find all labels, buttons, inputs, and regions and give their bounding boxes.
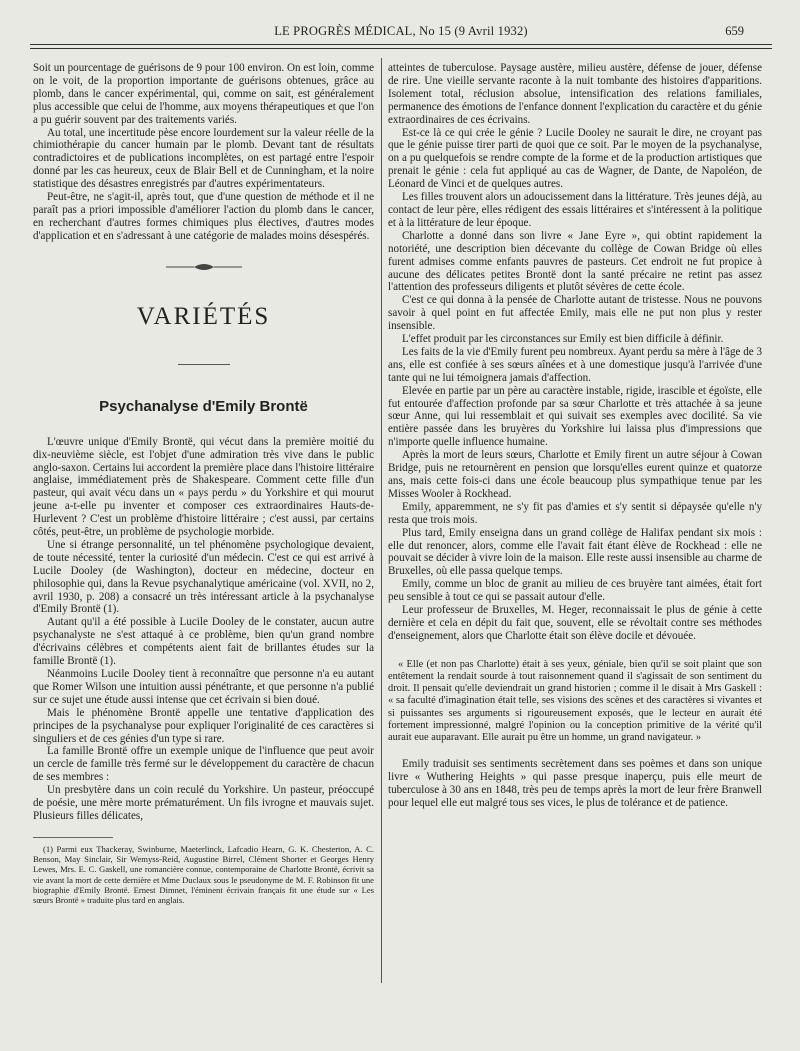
journal-title: LE PROGRÈS MÉDICAL, No 15 (9 Avril 1932) (274, 24, 528, 38)
header-rule-thin (30, 48, 772, 49)
section-title: VARIÉTÉS (136, 302, 271, 330)
right-paragraph-12: Emily, comme un bloc de granit au milieu de ces bruyère tant aimées, était fort peu sensible à tout ce qui se passait autour d'elle. (388, 578, 762, 604)
page-number: 659 (725, 24, 744, 38)
intro-paragraph-2: Au total, une incertitude pèse encore lourdement sur la valeur réelle de la chimiothérapie du cancer humain par le plomb. Devant tant de résultats contradictoires et de publications incomplètes, on est partagé entre l'espoir donné par les cas heureux, ceux de Blair Bell et de Cunningham, et la noire statistique des désastres enregistrés par d'autres expérimentateurs. (33, 126, 374, 191)
quote-text: « Elle (et non pas Charlotte) était à ses yeux, géniale, bien qu'il se soit plaint que son entêtement la rendait sourde à tout raisonnement quand il s'agissait de son sentiment du droit. Il pensait qu'elle deviendrait un grand historien ; comme il le disait à Mrs Gaskell : « sa faculté d'imagination était telle, ses visions des scènes et des caractères si vivantes et si puissantes ses arguments si rigoureusement exposés, que le lecteur en aurait été fortement impressionné, malgré l'opinion ou la conception primitive de la vérité qu'il aurait eue auparavant. Elle aurait pu être un homme, un grand navigateur. » (388, 658, 762, 743)
right-paragraph-3: Les filles trouvent alors un adoucissement dans la littérature. Très jeunes déjà, au contact de leur père, elles rédigent des essais littéraires et s'intéressent à la politique et à la littérature de leur époque. (388, 191, 762, 229)
right-paragraph-10: Emily, apparemment, ne s'y fit pas d'amies et s'y sentit si dépaysée qu'elle n'y resta que trois mois. (388, 500, 762, 526)
right-paragraph-13: Leur professeur de Bruxelles, M. Heger, reconnaissait le plus de génie à cette dernière et cela en dépit du fait que, souvent, elle se révoltait contre ses méthodes d'enseignement, alors que Charlotte était son élève docile et dévouée. (388, 604, 762, 642)
right-paragraph-2: Est-ce là ce qui crée le génie ? Lucile Dooley ne saurait le dire, ne croyant pas que le génie puisse tirer parti de quoi que ce soit. Par le moyen de la psychanalyse, on a pu quelquefois se rendre compte de la forme et de la production artistiques que prenait le génie : cela fut appliqué au cas de Wagner, de Dante, de Napoléon, de Léonard de Vinci et de quelques autres. (388, 126, 762, 191)
running-header (30, 24, 772, 42)
right-paragraph-11: Plus tard, Emily enseigna dans un grand collège de Halifax pendant six mois : elle dut renoncer, alors, comme elle l'avait fait étant élève de Rockhead : elle ne pouvait se décider à vivre loin de la maison. Elle reste aussi insensible au charme de Bruxelles, où elle passa quelque temps. (388, 526, 762, 578)
ornament-divider (33, 261, 374, 273)
right-paragraph-9: Après la mort de leurs sœurs, Charlotte et Emily firent un autre séjour à Cowan Bridge, puis ne retournèrent en pension que lorsqu'elles eurent quinze et quatorze ans, mais cette fois-ci dans une école beaucoup plus sympathique tenue par les Misses Wooler à Rockhead. (388, 449, 762, 500)
footnote: (1) Parmi eux Thackeray, Swinburne, Maeterlinck, Lafcadio Hearn, G. K. Chesterton, A. C. Benson, May Sinclair, Sir Wemyss-Reid, Augustine Birrel, Clément Shorter et Georges Henry Lewes, Mrs. E. C. Gaskell, une romancière connue, contemporaine de Charlotte Brontë, écrivit sa vie avant la mort de cette dernière et Mme Duclaux sous le pseudonyme de M. F. Robinson fit une biographie d'Emily Brontë. Ernest Dimnet, l'éminent écrivain français fit une étude sur « Les sœurs Brontë » traduite plus tard en anglais. (33, 843, 374, 906)
intro-paragraph-1: Soit un pourcentage de guérisons de 9 pour 100 environ. On est loin, comme on le voit, de la proportion importante de guérisons obtenues, grâce au plomb, dans le cancer expérimental, qui, comme on sait, est généralement plus accessible que celui de l'homme, aux moyens thérapeutiques et que l'on a pu guérir souvent par des traitements variés. (33, 62, 374, 126)
right-paragraph-4: Charlotte a donné dans son livre « Jane Eyre », qui obtint rapidement la notoriété, une description bien décevante du collège de Cowan Bridge où elles furent admises comme enfants pauvres de pasteurs. Cet endroit ne fut propice à aucune des délicates petites Brontë dont la santé précaire ne retint pas assez l'attention des professeurs diligents et plutôt sévères de cette école. (388, 229, 762, 294)
right-paragraph-6: L'effet produit par les circonstances sur Emily est bien difficile à définir. (402, 333, 724, 346)
article-paragraph-3: Autant qu'il a été possible à Lucile Dooley de le constater, aucun autre psychanalyste ne s'est attaqué à ce problème, bien qu'un grand nombre d'écrivains célèbres et compétents aient fait de brillantes études sur la famille Brontë (1). (33, 616, 374, 668)
heger-quote (388, 659, 762, 744)
article-title: Psychanalyse d'Emily Brontë (99, 397, 308, 415)
right-paragraph-8: Elevée en partie par un père au caractère instable, rigide, irascible et égoïste, elle fut entourée d'affection profonde par sa sœur Charlotte et très attachée à sa jeune sœur Anne, qui lui ressemblait et qui suivait ses exemples avec docilité. Sa vie entière passée dans les bruyères du Yorkshire lui laissa plus d'impressions que n'importe quelle influence humaine. (388, 384, 762, 449)
intro-paragraph-3: Peut-être, ne s'agit-il, après tout, que d'une question de méthode et il ne paraît pas a priori impossible d'améliorer l'action du plomb dans le cancer, en recherchant d'autres formes chimiques plus électives, d'autres modes d'application et en s'adressant à une catégorie de malades moins désespérés. (33, 191, 374, 242)
article-paragraph-4: Néanmoins Lucile Dooley tient à reconnaître que personne n'a eu autant que Romer Wilson une intuition aussi pénétrante, et que personne n'a publié sur ce sujet une étude aussi intense que cet écrivain si bien doué. (33, 668, 374, 706)
left-column (33, 62, 374, 906)
footnote-rule (33, 837, 113, 838)
section-rule (178, 364, 230, 365)
right-paragraph-7: Les faits de la vie d'Emily furent peu nombreux. Ayant perdu sa mère à l'âge de 3 ans, elle est confiée à ses sœurs aînées et à une domestique jusqu'à l'arrivée d'une tante qui ne lui témoignera jamais d'affection. (388, 345, 763, 384)
article-paragraph-7: Un presbytère dans un coin reculé du Yorkshire. Un pasteur, préoccupé de poésie, une mère morte prématurément. Un fils ivrogne et mauvais sujet. Plusieurs filles délicates, (33, 784, 374, 822)
ornament-icon (164, 261, 244, 273)
right-paragraph-1: atteintes de tuberculose. Paysage austère, milieu austère, défense de jouer, défense de rire. Une vieille servante raconte à la nuit tombante des histoires d'apparitions. Isolement total, réclusion absolue, intensification des relations familiales, permanence des émotions de l'enfance donnent l'explication du caractère et du génie extraordinaires de ces écrivains. (388, 62, 762, 126)
right-column (388, 62, 762, 810)
article-paragraph-1: L'œuvre unique d'Emily Brontë, qui vécut dans la première moitié du dix-neuvième siècle, est l'objet d'une admiration très vive dans le public anglo-saxon. Certains lui accordent la première place dans l'histoire littéraire anglaise, immédiatement près de Shakespeare. Comment cette fille d'un pasteur, qui avait vécu dans un « pays perdu » du Yorkshire et qui mourut jeune a-t-elle pu inventer et composer ces extraordinaires Hauts-de-Hurlevent ? C'est un problème d'histoire littéraire ; c'est aussi, par certains côtés, peut-être, un problème de psychologie morbide. (33, 435, 374, 539)
header-rule (30, 44, 772, 45)
column-divider (381, 58, 382, 983)
article-paragraph-5: Mais le phénomène Brontë appelle une tentative d'application des principes de la psychanalyse pour expliquer l'originalité de ces caractères si singuliers et de ces génies d'un type si rare. (33, 706, 374, 745)
article-paragraph-2: Une si étrange personnalité, un tel phénomène psychologique devaient, de toute nécessité, tenter la curiosité d'un médecin. C'est ce qui est arrivé à Lucile Dooley (de Washington), docteur en médecine, docteur en philosophie qui, dans la Revue psychanalytique américaine (vol. XVII, no 2, avril 1930, p. 208) a consacré un très intéressant article à la psychanalyse d'Emily Brontë (1). (33, 538, 374, 616)
article-paragraph-6: La famille Brontë offre un exemple unique de l'influence que peut avoir un cercle de famille très fermé sur le développement du caractère de chacun de ses membres : (33, 745, 374, 784)
closing-paragraph: Emily traduisit ses sentiments secrètement dans ses poèmes et dans son unique livre « Wuthering Heights » qui passe presque inaperçu, puis elle meurt de tuberculose à 30 ans en 1848, très peu de temps après la mort de leur frère Branwell pour lequel elle eut malgré tous ses vices, le plus de tolérance et de patience. (388, 758, 762, 809)
right-paragraph-5: C'est ce qui donna à la pensée de Charlotte autant de tristesse. Nous ne pouvons savoir à quel point en fut affectée Emily, mais elle ne put non plus y rester insensible. (388, 294, 762, 333)
